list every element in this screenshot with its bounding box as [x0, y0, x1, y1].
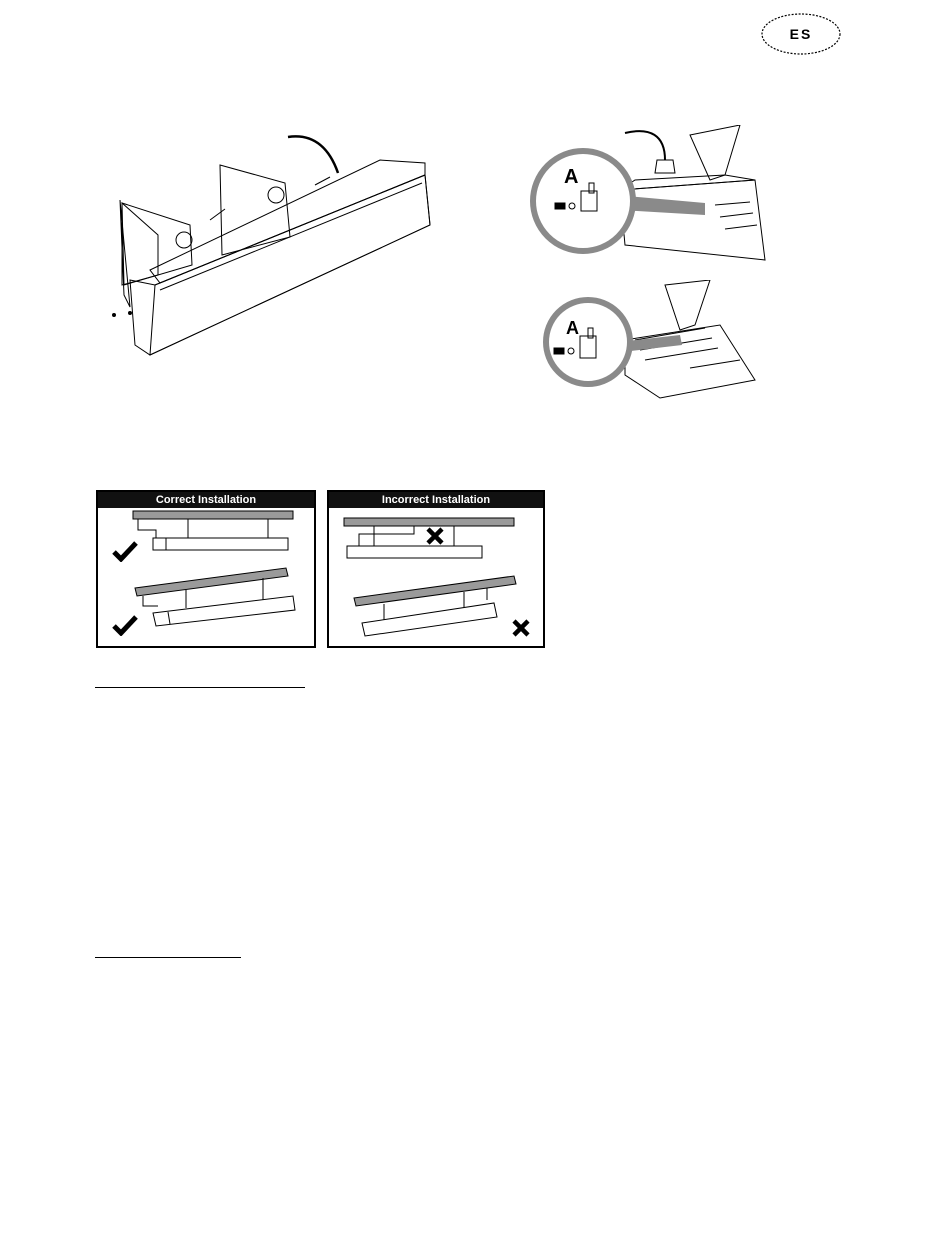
heater-illustration	[100, 125, 440, 360]
correct-installation-panel	[96, 490, 316, 648]
check-icon	[112, 540, 138, 562]
bracket-detail-bottom	[540, 280, 762, 400]
language-code: ES	[789, 26, 813, 42]
check-icon	[112, 614, 138, 636]
section-rule-1	[95, 687, 305, 688]
callout-label-bottom: A	[566, 318, 579, 338]
incorrect-installation-title: Incorrect Installation	[329, 492, 543, 508]
callout-label-top: A	[564, 166, 579, 188]
correct-installation-title: Correct Installation	[98, 492, 314, 508]
incorrect-installation-panel	[327, 490, 545, 648]
bracket-detail-top	[525, 125, 775, 265]
language-badge	[760, 12, 842, 56]
section-rule-2	[95, 957, 241, 958]
cross-icon	[425, 526, 445, 546]
cross-icon	[511, 618, 531, 638]
